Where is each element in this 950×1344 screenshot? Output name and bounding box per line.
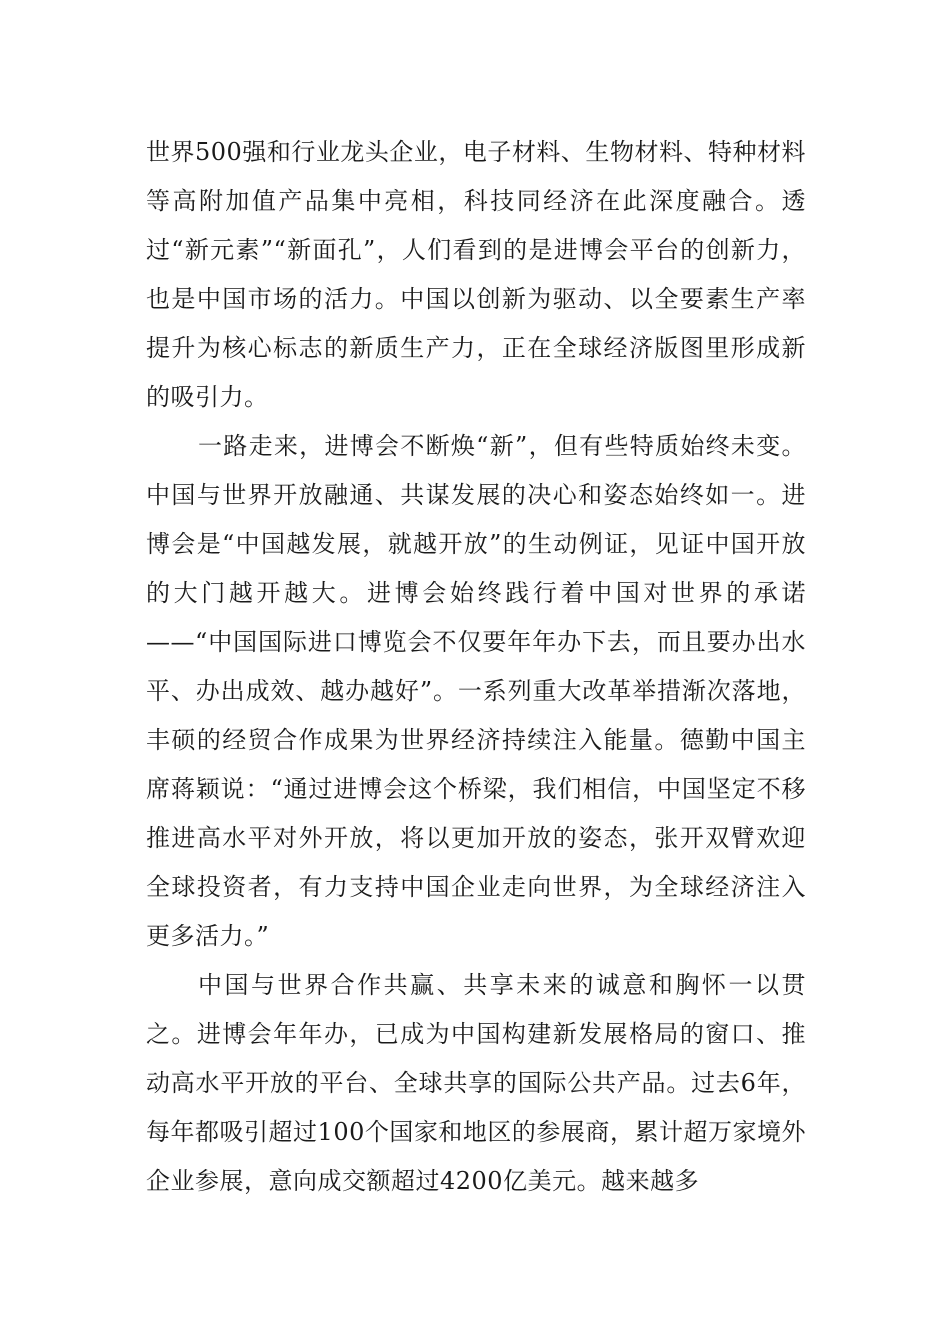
document-body [146, 128, 806, 1206]
paragraph: 一路走来，进博会不断焕“新”，但有些特质始终未变。中国与世界开放融通、共谋发展的决心和姿态始终如一。进博会是“中国越发展，就越开放”的生动例证，见证中国开放的大门越开越大。进博会始终践行着中国对世界的承诺——“中国国际进口博览会不仅要年年办下去，而且要办出水平、办出成效、越办越好”。一系列重大改革举措渐次落地，丰硕的经贸合作成果为世界经济持续注入能量。德勤中国主席蒋颖说：“通过进博会这个桥梁，我们相信，中国坚定不移推进高水平对外开放，将以更加开放的姿态，张开双臂欢迎全球投资者，有力支持中国企业走向世界，为全球经济注入更多活力。” [146, 432, 806, 950]
paragraph: 中国与世界合作共赢、共享未来的诚意和胸怀一以贯之。进博会年年办，已成为中国构建新发展格局的窗口、推动高水平开放的平台、全球共享的国际公共产品。过去6年，每年都吸引超过100个国家和地区的参展商，累计超万家境外企业参展，意向成交额超过4200亿美元。越来越多 [146, 971, 806, 1195]
paragraph-continued: 世界500强和行业龙头企业，电子材料、生物材料、特种材料等高附加值产品集中亮相，科技同经济在此深度融合。透过“新元素”“新面孔”，人们看到的是进博会平台的创新力，也是中国市场的活力。中国以创新为驱动、以全要素生产率提升为核心标志的新质生产力，正在全球经济版图里形成新的吸引力。 [146, 138, 806, 411]
